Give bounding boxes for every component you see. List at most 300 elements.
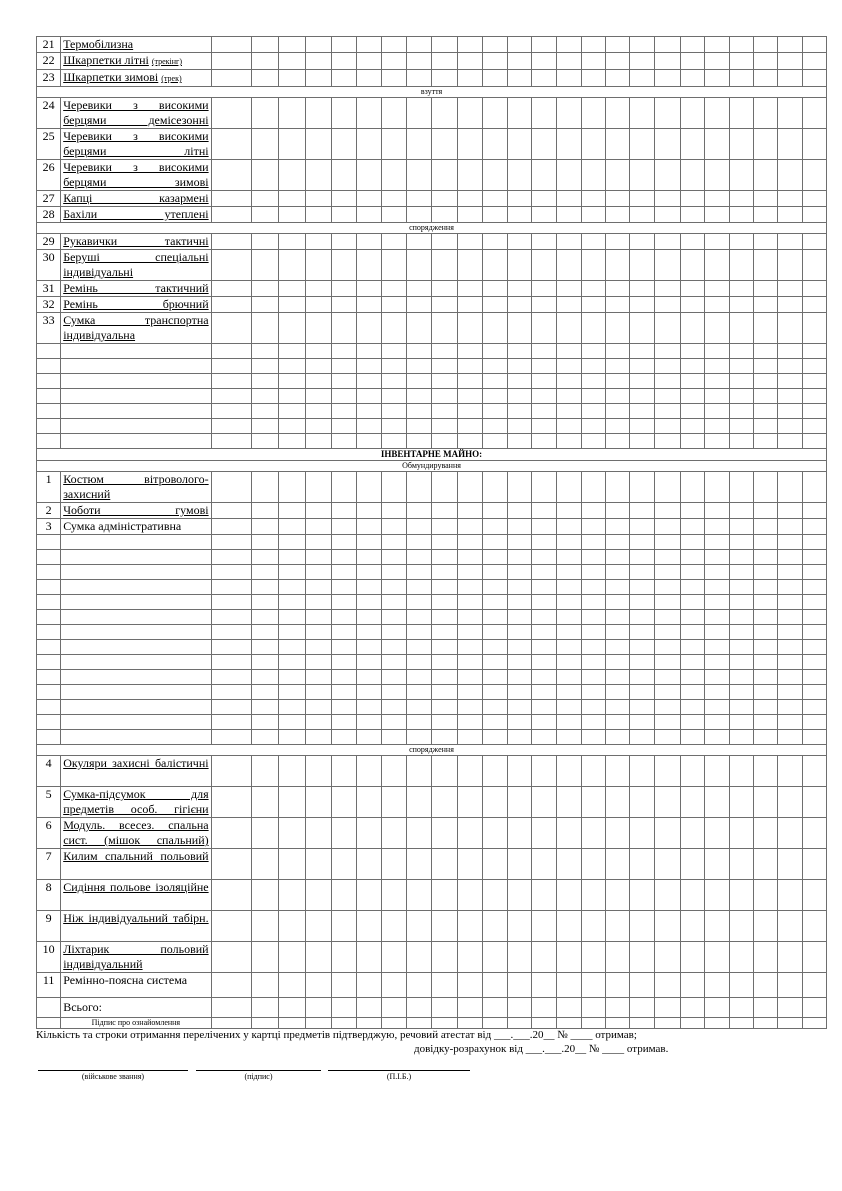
entry-cell[interactable] [457, 70, 482, 87]
entry-cell[interactable] [802, 519, 826, 535]
entry-cell[interactable] [605, 580, 629, 595]
entry-cell[interactable] [680, 973, 704, 998]
entry-cell[interactable] [704, 53, 729, 70]
entry-cell[interactable] [778, 434, 802, 449]
entry-cell[interactable] [655, 404, 680, 419]
entry-cell[interactable] [306, 160, 331, 191]
entry-cell[interactable] [655, 98, 680, 129]
entry-cell[interactable] [251, 297, 278, 313]
entry-cell[interactable] [556, 685, 581, 700]
entry-cell[interactable] [356, 191, 381, 207]
entry-cell[interactable] [581, 374, 605, 389]
entry-cell[interactable] [356, 595, 381, 610]
entry-cell[interactable] [356, 419, 381, 434]
item-name-cell[interactable] [61, 550, 211, 565]
entry-cell[interactable] [331, 519, 356, 535]
entry-cell[interactable] [432, 535, 457, 550]
entry-cell[interactable] [778, 519, 802, 535]
entry-cell[interactable] [704, 207, 729, 223]
entry-cell[interactable] [482, 191, 507, 207]
entry-cell[interactable] [211, 359, 251, 374]
entry-cell[interactable] [407, 37, 432, 53]
entry-cell[interactable] [704, 715, 729, 730]
entry-cell[interactable] [306, 565, 331, 580]
entry-cell[interactable] [356, 685, 381, 700]
entry-cell[interactable] [457, 129, 482, 160]
entry-cell[interactable] [532, 998, 556, 1018]
entry-cell[interactable] [532, 550, 556, 565]
entry-cell[interactable] [356, 434, 381, 449]
entry-cell[interactable] [532, 818, 556, 849]
entry-cell[interactable] [432, 1018, 457, 1029]
entry-cell[interactable] [704, 610, 729, 625]
entry-cell[interactable] [457, 535, 482, 550]
entry-cell[interactable] [556, 880, 581, 911]
entry-cell[interactable] [556, 98, 581, 129]
entry-cell[interactable] [306, 625, 331, 640]
entry-cell[interactable] [730, 419, 754, 434]
entry-cell[interactable] [407, 730, 432, 745]
entry-cell[interactable] [251, 37, 278, 53]
entry-cell[interactable] [802, 191, 826, 207]
entry-cell[interactable] [457, 640, 482, 655]
entry-cell[interactable] [680, 685, 704, 700]
item-name-cell[interactable] [61, 434, 211, 449]
entry-cell[interactable] [508, 595, 532, 610]
entry-cell[interactable] [381, 250, 406, 281]
entry-cell[interactable] [278, 160, 305, 191]
entry-cell[interactable] [251, 419, 278, 434]
entry-cell[interactable] [704, 787, 729, 818]
entry-cell[interactable] [630, 625, 655, 640]
entry-cell[interactable] [655, 730, 680, 745]
entry-cell[interactable] [381, 787, 406, 818]
entry-cell[interactable] [381, 374, 406, 389]
entry-cell[interactable] [655, 53, 680, 70]
entry-cell[interactable] [356, 359, 381, 374]
entry-cell[interactable] [508, 70, 532, 87]
entry-cell[interactable] [704, 818, 729, 849]
entry-cell[interactable] [532, 37, 556, 53]
entry-cell[interactable] [211, 53, 251, 70]
entry-cell[interactable] [581, 70, 605, 87]
entry-cell[interactable] [630, 565, 655, 580]
entry-cell[interactable] [730, 234, 754, 250]
item-name-cell[interactable] [61, 404, 211, 419]
entry-cell[interactable] [605, 655, 629, 670]
entry-cell[interactable] [278, 98, 305, 129]
entry-cell[interactable] [802, 655, 826, 670]
entry-cell[interactable] [356, 998, 381, 1018]
entry-cell[interactable] [306, 519, 331, 535]
entry-cell[interactable] [556, 787, 581, 818]
entry-cell[interactable] [532, 70, 556, 87]
entry-cell[interactable] [730, 129, 754, 160]
entry-cell[interactable] [680, 404, 704, 419]
entry-cell[interactable] [754, 207, 778, 223]
entry-cell[interactable] [630, 911, 655, 942]
entry-cell[interactable] [630, 535, 655, 550]
entry-cell[interactable] [532, 640, 556, 655]
row-number-cell[interactable] [37, 359, 61, 374]
entry-cell[interactable] [432, 191, 457, 207]
entry-cell[interactable] [407, 787, 432, 818]
entry-cell[interactable] [381, 297, 406, 313]
entry-cell[interactable] [581, 207, 605, 223]
entry-cell[interactable] [680, 374, 704, 389]
entry-cell[interactable] [211, 297, 251, 313]
entry-cell[interactable] [432, 344, 457, 359]
row-number-cell[interactable] [37, 374, 61, 389]
entry-cell[interactable] [278, 472, 305, 503]
entry-cell[interactable] [754, 472, 778, 503]
entry-cell[interactable] [556, 503, 581, 519]
entry-cell[interactable] [457, 880, 482, 911]
entry-cell[interactable] [556, 535, 581, 550]
entry-cell[interactable] [331, 70, 356, 87]
entry-cell[interactable] [532, 98, 556, 129]
entry-cell[interactable] [556, 655, 581, 670]
entry-cell[interactable] [730, 973, 754, 998]
entry-cell[interactable] [381, 389, 406, 404]
entry-cell[interactable] [306, 911, 331, 942]
entry-cell[interactable] [482, 374, 507, 389]
entry-cell[interactable] [432, 503, 457, 519]
entry-cell[interactable] [508, 359, 532, 374]
entry-cell[interactable] [211, 313, 251, 344]
entry-cell[interactable] [432, 942, 457, 973]
entry-cell[interactable] [278, 37, 305, 53]
entry-cell[interactable] [754, 911, 778, 942]
entry-cell[interactable] [630, 129, 655, 160]
entry-cell[interactable] [630, 419, 655, 434]
entry-cell[interactable] [730, 640, 754, 655]
entry-cell[interactable] [532, 344, 556, 359]
entry-cell[interactable] [630, 297, 655, 313]
entry-cell[interactable] [630, 404, 655, 419]
entry-cell[interactable] [482, 98, 507, 129]
entry-cell[interactable] [381, 655, 406, 670]
entry-cell[interactable] [605, 973, 629, 998]
entry-cell[interactable] [532, 1018, 556, 1029]
item-name-cell[interactable] [61, 610, 211, 625]
entry-cell[interactable] [457, 313, 482, 344]
entry-cell[interactable] [778, 911, 802, 942]
entry-cell[interactable] [508, 565, 532, 580]
entry-cell[interactable] [508, 129, 532, 160]
entry-cell[interactable] [605, 625, 629, 640]
entry-cell[interactable] [432, 404, 457, 419]
entry-cell[interactable] [704, 344, 729, 359]
entry-cell[interactable] [356, 160, 381, 191]
entry-cell[interactable] [482, 53, 507, 70]
entry-cell[interactable] [704, 730, 729, 745]
entry-cell[interactable] [482, 998, 507, 1018]
entry-cell[interactable] [754, 715, 778, 730]
row-number-cell[interactable] [37, 419, 61, 434]
entry-cell[interactable] [802, 207, 826, 223]
entry-cell[interactable] [581, 640, 605, 655]
entry-cell[interactable] [605, 472, 629, 503]
entry-cell[interactable] [356, 880, 381, 911]
entry-cell[interactable] [802, 595, 826, 610]
entry-cell[interactable] [306, 818, 331, 849]
entry-cell[interactable] [556, 404, 581, 419]
entry-cell[interactable] [381, 730, 406, 745]
entry-cell[interactable] [211, 519, 251, 535]
entry-cell[interactable] [356, 389, 381, 404]
entry-cell[interactable] [306, 685, 331, 700]
entry-cell[interactable] [381, 519, 406, 535]
entry-cell[interactable] [508, 344, 532, 359]
entry-cell[interactable] [680, 519, 704, 535]
entry-cell[interactable] [754, 53, 778, 70]
entry-cell[interactable] [356, 849, 381, 880]
entry-cell[interactable] [581, 98, 605, 129]
entry-cell[interactable] [778, 344, 802, 359]
entry-cell[interactable] [630, 1018, 655, 1029]
entry-cell[interactable] [655, 973, 680, 998]
entry-cell[interactable] [704, 849, 729, 880]
entry-cell[interactable] [432, 297, 457, 313]
entry-cell[interactable] [778, 700, 802, 715]
entry-cell[interactable] [655, 207, 680, 223]
entry-cell[interactable] [278, 998, 305, 1018]
entry-cell[interactable] [704, 756, 729, 787]
entry-cell[interactable] [754, 250, 778, 281]
entry-cell[interactable] [778, 1018, 802, 1029]
entry-cell[interactable] [331, 550, 356, 565]
entry-cell[interactable] [630, 519, 655, 535]
entry-cell[interactable] [407, 610, 432, 625]
entry-cell[interactable] [331, 404, 356, 419]
entry-cell[interactable] [581, 565, 605, 580]
entry-cell[interactable] [581, 700, 605, 715]
entry-cell[interactable] [211, 756, 251, 787]
entry-cell[interactable] [251, 207, 278, 223]
entry-cell[interactable] [532, 580, 556, 595]
entry-cell[interactable] [754, 730, 778, 745]
entry-cell[interactable] [482, 610, 507, 625]
entry-cell[interactable] [556, 419, 581, 434]
entry-cell[interactable] [482, 389, 507, 404]
entry-cell[interactable] [680, 756, 704, 787]
entry-cell[interactable] [457, 756, 482, 787]
entry-cell[interactable] [655, 472, 680, 503]
entry-cell[interactable] [432, 374, 457, 389]
entry-cell[interactable] [630, 998, 655, 1018]
entry-cell[interactable] [381, 281, 406, 297]
entry-cell[interactable] [508, 207, 532, 223]
entry-cell[interactable] [605, 359, 629, 374]
entry-cell[interactable] [778, 849, 802, 880]
entry-cell[interactable] [251, 880, 278, 911]
entry-cell[interactable] [331, 207, 356, 223]
entry-cell[interactable] [331, 160, 356, 191]
entry-cell[interactable] [680, 640, 704, 655]
entry-cell[interactable] [532, 565, 556, 580]
entry-cell[interactable] [251, 700, 278, 715]
entry-cell[interactable] [778, 281, 802, 297]
entry-cell[interactable] [278, 880, 305, 911]
entry-cell[interactable] [630, 207, 655, 223]
entry-cell[interactable] [432, 880, 457, 911]
entry-cell[interactable] [556, 818, 581, 849]
entry-cell[interactable] [331, 670, 356, 685]
entry-cell[interactable] [278, 610, 305, 625]
entry-cell[interactable] [778, 250, 802, 281]
entry-cell[interactable] [331, 234, 356, 250]
entry-cell[interactable] [251, 191, 278, 207]
entry-cell[interactable] [508, 519, 532, 535]
entry-cell[interactable] [704, 595, 729, 610]
entry-cell[interactable] [778, 37, 802, 53]
entry-cell[interactable] [556, 625, 581, 640]
entry-cell[interactable] [306, 942, 331, 973]
entry-cell[interactable] [581, 297, 605, 313]
entry-cell[interactable] [278, 250, 305, 281]
entry-cell[interactable] [730, 942, 754, 973]
entry-cell[interactable] [211, 849, 251, 880]
entry-cell[interactable] [630, 503, 655, 519]
entry-cell[interactable] [381, 973, 406, 998]
entry-cell[interactable] [482, 207, 507, 223]
entry-cell[interactable] [556, 730, 581, 745]
entry-cell[interactable] [532, 715, 556, 730]
entry-cell[interactable] [630, 234, 655, 250]
entry-cell[interactable] [278, 207, 305, 223]
entry-cell[interactable] [532, 700, 556, 715]
entry-cell[interactable] [482, 685, 507, 700]
entry-cell[interactable] [508, 191, 532, 207]
entry-cell[interactable] [630, 595, 655, 610]
entry-cell[interactable] [211, 160, 251, 191]
entry-cell[interactable] [581, 911, 605, 942]
item-name-cell[interactable] [61, 640, 211, 655]
entry-cell[interactable] [581, 655, 605, 670]
entry-cell[interactable] [754, 973, 778, 998]
item-name-cell[interactable] [61, 655, 211, 670]
entry-cell[interactable] [278, 313, 305, 344]
entry-cell[interactable] [630, 550, 655, 565]
entry-cell[interactable] [680, 818, 704, 849]
entry-cell[interactable] [432, 700, 457, 715]
entry-cell[interactable] [581, 849, 605, 880]
entry-cell[interactable] [381, 359, 406, 374]
entry-cell[interactable] [778, 389, 802, 404]
row-number-cell[interactable] [37, 685, 61, 700]
entry-cell[interactable] [581, 973, 605, 998]
entry-cell[interactable] [630, 942, 655, 973]
entry-cell[interactable] [778, 973, 802, 998]
entry-cell[interactable] [306, 234, 331, 250]
entry-cell[interactable] [211, 374, 251, 389]
entry-cell[interactable] [605, 565, 629, 580]
entry-cell[interactable] [778, 580, 802, 595]
entry-cell[interactable] [556, 191, 581, 207]
entry-cell[interactable] [407, 359, 432, 374]
entry-cell[interactable] [754, 1018, 778, 1029]
entry-cell[interactable] [211, 787, 251, 818]
entry-cell[interactable] [532, 313, 556, 344]
entry-cell[interactable] [432, 580, 457, 595]
entry-cell[interactable] [581, 715, 605, 730]
entry-cell[interactable] [381, 434, 406, 449]
entry-cell[interactable] [704, 419, 729, 434]
entry-cell[interactable] [407, 565, 432, 580]
entry-cell[interactable] [331, 434, 356, 449]
entry-cell[interactable] [680, 160, 704, 191]
entry-cell[interactable] [556, 973, 581, 998]
entry-cell[interactable] [457, 700, 482, 715]
entry-cell[interactable] [630, 580, 655, 595]
entry-cell[interactable] [508, 389, 532, 404]
entry-cell[interactable] [508, 942, 532, 973]
entry-cell[interactable] [251, 625, 278, 640]
entry-cell[interactable] [704, 942, 729, 973]
entry-cell[interactable] [407, 419, 432, 434]
entry-cell[interactable] [331, 756, 356, 787]
entry-cell[interactable] [356, 207, 381, 223]
entry-cell[interactable] [630, 973, 655, 998]
entry-cell[interactable] [356, 942, 381, 973]
entry-cell[interactable] [556, 234, 581, 250]
item-name-cell[interactable] [61, 344, 211, 359]
entry-cell[interactable] [556, 297, 581, 313]
entry-cell[interactable] [407, 191, 432, 207]
entry-cell[interactable] [356, 1018, 381, 1029]
entry-cell[interactable] [655, 419, 680, 434]
entry-cell[interactable] [457, 250, 482, 281]
entry-cell[interactable] [655, 565, 680, 580]
entry-cell[interactable] [556, 580, 581, 595]
entry-cell[interactable] [251, 550, 278, 565]
entry-cell[interactable] [754, 434, 778, 449]
entry-cell[interactable] [356, 973, 381, 998]
entry-cell[interactable] [630, 160, 655, 191]
entry-cell[interactable] [581, 250, 605, 281]
entry-cell[interactable] [457, 359, 482, 374]
entry-cell[interactable] [331, 640, 356, 655]
entry-cell[interactable] [802, 700, 826, 715]
entry-cell[interactable] [482, 37, 507, 53]
entry-cell[interactable] [482, 973, 507, 998]
entry-cell[interactable] [482, 434, 507, 449]
entry-cell[interactable] [556, 129, 581, 160]
row-number-cell[interactable] [37, 625, 61, 640]
entry-cell[interactable] [306, 880, 331, 911]
entry-cell[interactable] [381, 756, 406, 787]
entry-cell[interactable] [356, 550, 381, 565]
item-name-cell[interactable] [61, 535, 211, 550]
entry-cell[interactable] [356, 700, 381, 715]
entry-cell[interactable] [778, 880, 802, 911]
entry-cell[interactable] [556, 53, 581, 70]
entry-cell[interactable] [730, 625, 754, 640]
entry-cell[interactable] [730, 849, 754, 880]
entry-cell[interactable] [730, 472, 754, 503]
entry-cell[interactable] [754, 313, 778, 344]
entry-cell[interactable] [802, 998, 826, 1018]
entry-cell[interactable] [251, 281, 278, 297]
entry-cell[interactable] [754, 787, 778, 818]
entry-cell[interactable] [508, 535, 532, 550]
entry-cell[interactable] [655, 234, 680, 250]
entry-cell[interactable] [655, 389, 680, 404]
entry-cell[interactable] [680, 715, 704, 730]
entry-cell[interactable] [331, 191, 356, 207]
entry-cell[interactable] [802, 250, 826, 281]
